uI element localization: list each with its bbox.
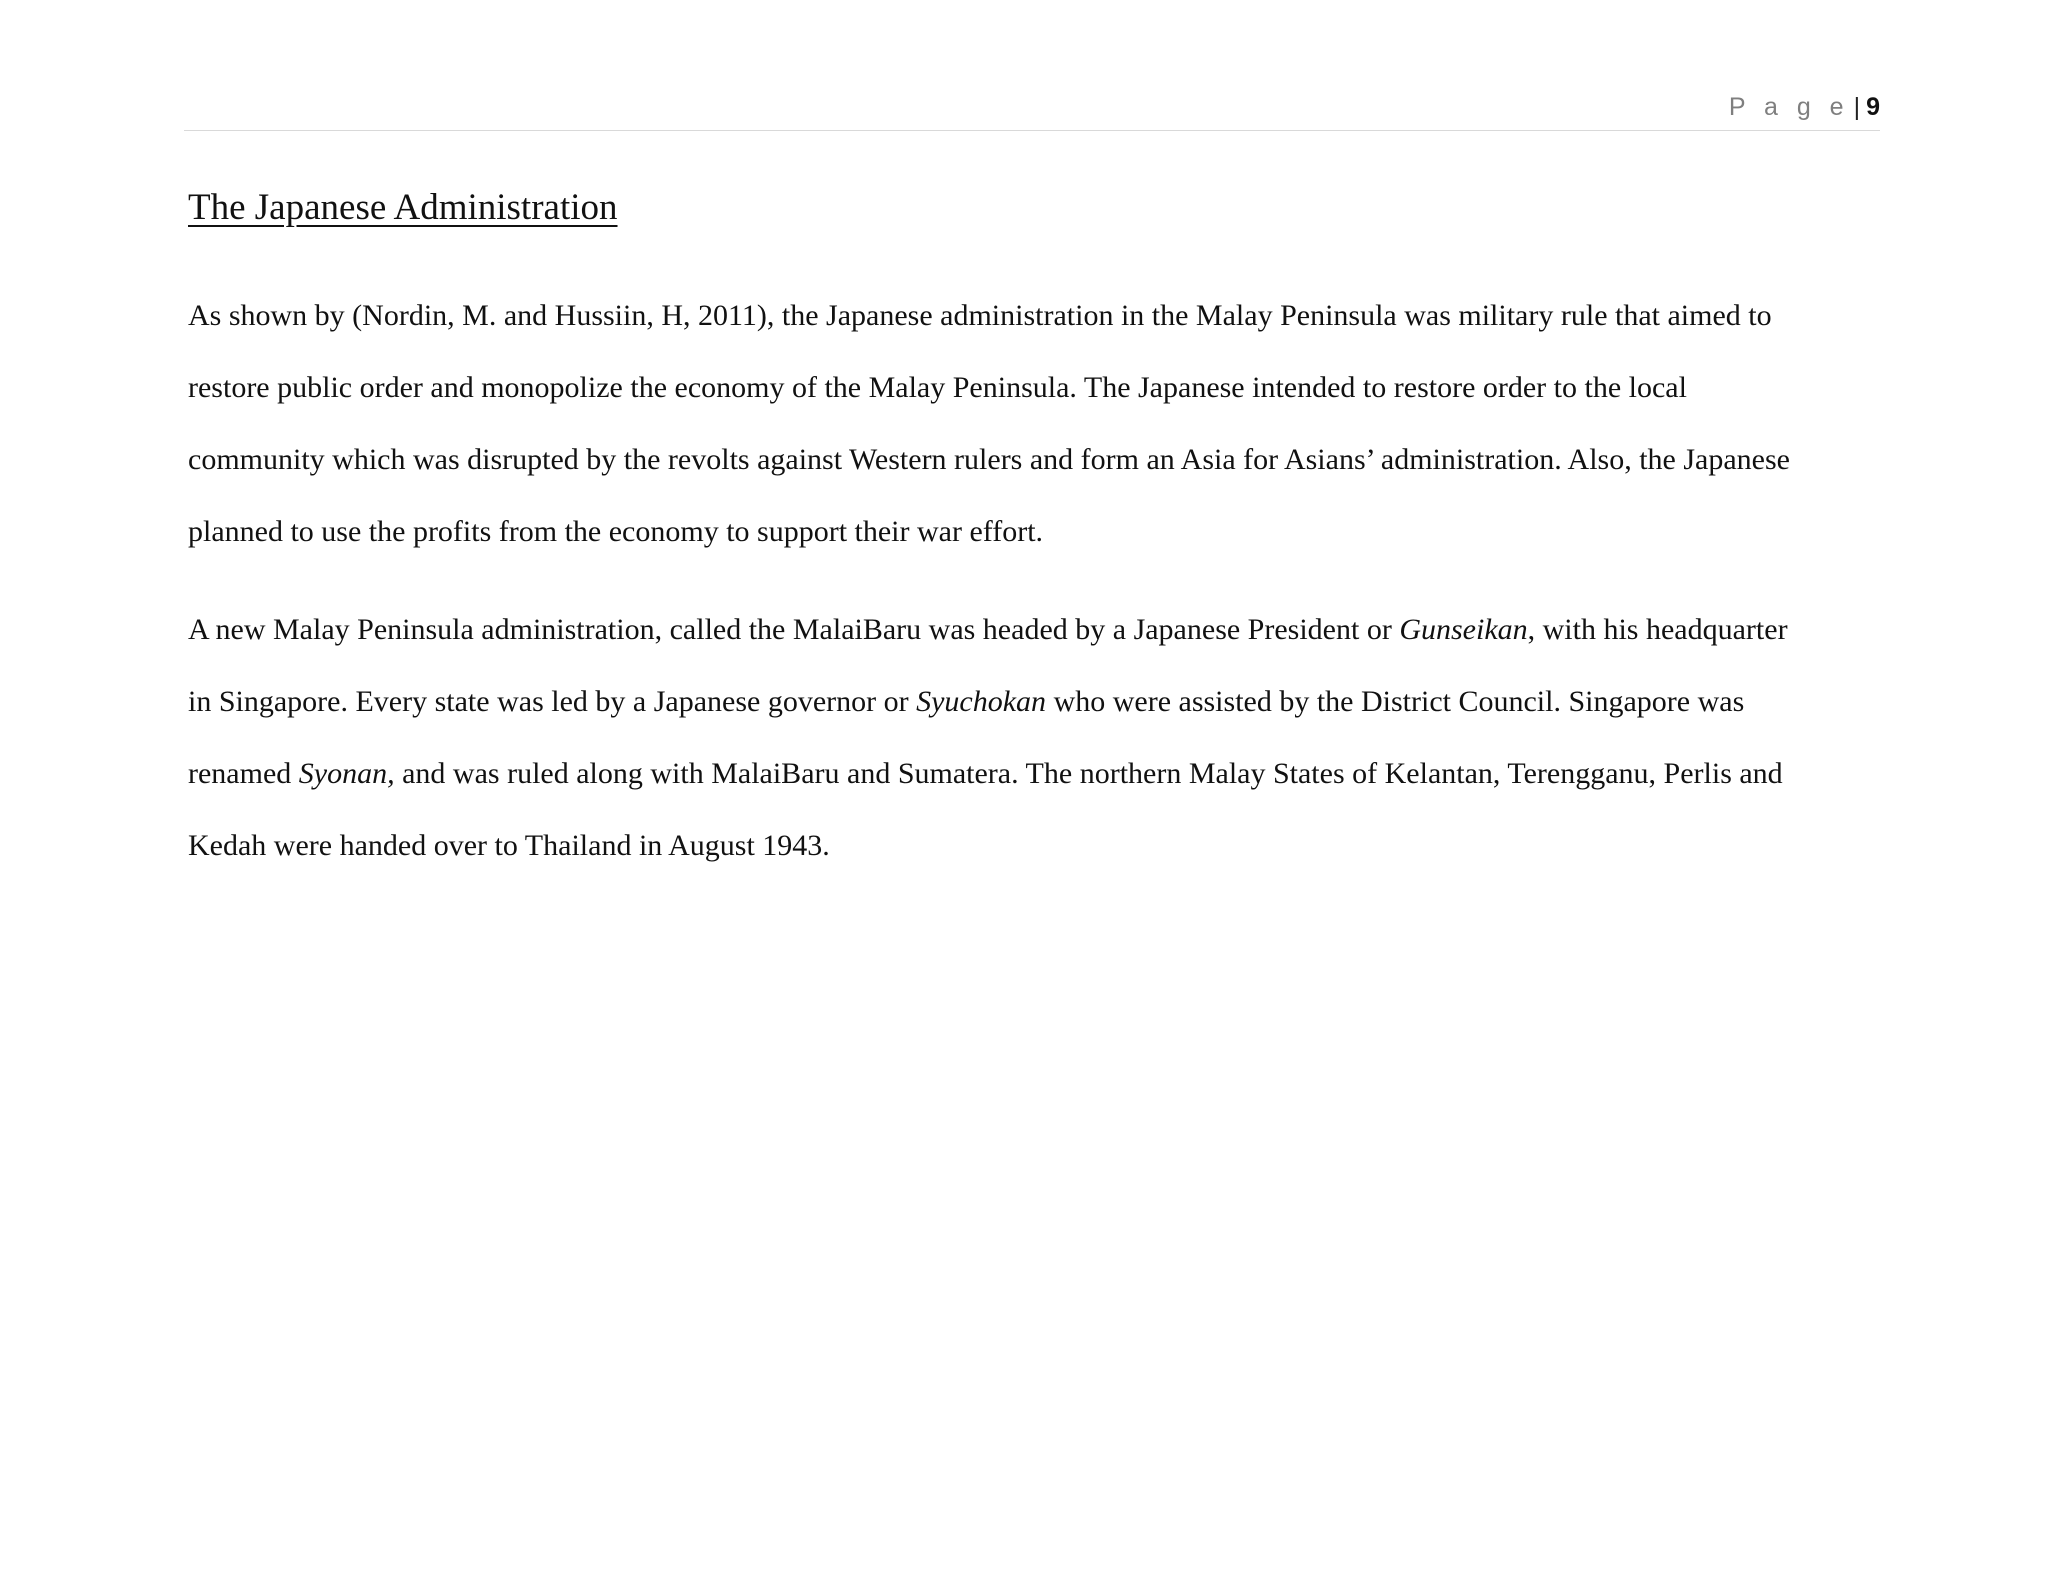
paragraph-1	[188, 280, 1888, 568]
text-segment: , with his headquarter	[1527, 613, 1788, 646]
paragraph-2	[188, 594, 1888, 882]
text-segment: who were assisted by the District Council. Singapore was	[1046, 685, 1745, 718]
text-segment: renamed	[188, 757, 299, 790]
paragraph-line: planned to use the profits from the economy to support their war effort.	[188, 515, 1044, 548]
page-number-value: 9	[1866, 93, 1880, 121]
paragraph-line	[188, 666, 1888, 738]
paragraph-line: community which was disrupted by the revolts against Western rulers and form an Asia for Asians’ administration. Also, the Japanese	[188, 443, 1790, 476]
paragraph-line	[188, 738, 1888, 810]
page-number	[1729, 92, 1880, 122]
japanese-term-syuchokan: Syuchokan	[916, 685, 1047, 718]
japanese-term-syonan: Syonan,	[298, 757, 395, 790]
paragraph-line: Kedah were handed over to Thailand in August 1943.	[188, 829, 830, 862]
page-header	[184, 92, 1880, 131]
paragraph-line	[188, 594, 1888, 666]
japanese-term-gunseikan: Gunseikan	[1399, 613, 1528, 646]
page-label: P a g e	[1728, 93, 1850, 121]
paragraph-line: restore public order and monopolize the economy of the Malay Peninsula. The Japanese intended to restore order to the local	[188, 371, 1687, 404]
paragraph-line: As shown by (Nordin, M. and Hussiin, H, 2011), the Japanese administration in the Malay Peninsula was military rule that aimed to	[188, 299, 1772, 332]
page-separator: |	[1853, 93, 1861, 121]
text-segment: and was ruled along with MalaiBaru and Sumatera. The northern Malay States of Kelantan, Terengganu, Perlis and	[394, 757, 1783, 790]
text-segment: in Singapore. Every state was led by a Japanese governor or	[188, 685, 917, 718]
section-title: The Japanese Administration	[188, 187, 618, 228]
text-segment: A new Malay Peninsula administration, called the MalaiBaru was headed by a Japanese President or	[188, 613, 1400, 646]
